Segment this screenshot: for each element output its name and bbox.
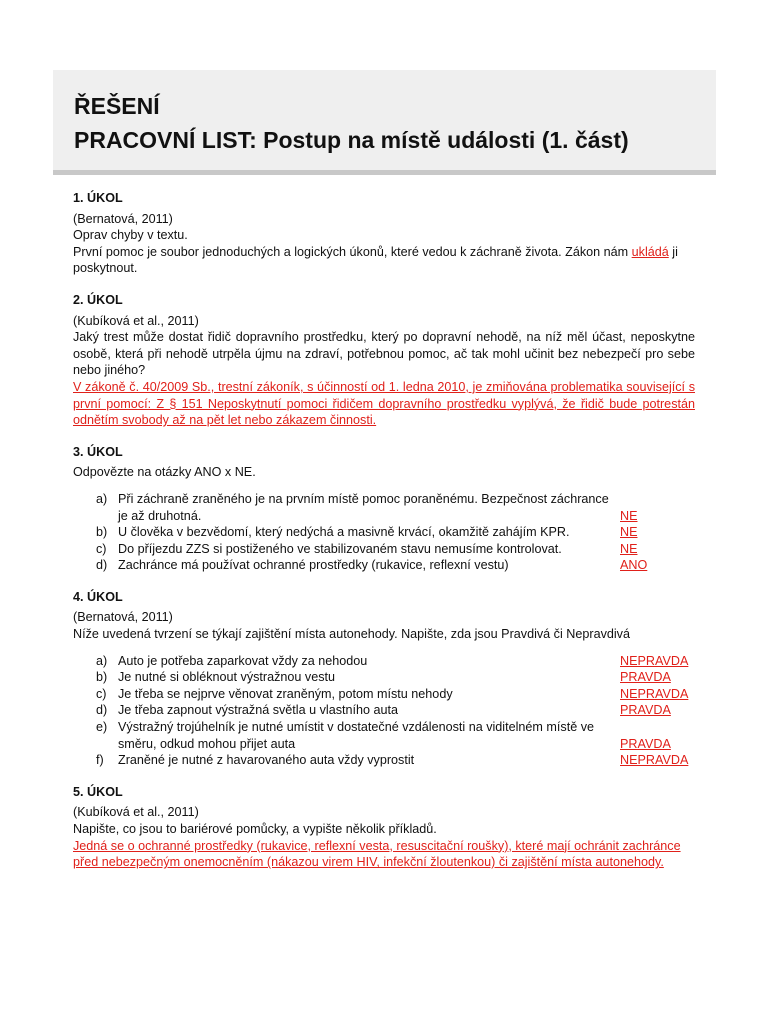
item-answer: NE	[620, 541, 638, 556]
list-item	[73, 557, 695, 574]
list-item	[73, 752, 695, 769]
task-1-citation: (Bernatová, 2011)	[73, 211, 173, 226]
item-text: Zraněné je nutné z havarovaného auta vždy vyprostit	[118, 753, 415, 768]
item-text: Je nutné si obléknout výstražnou vestu	[118, 670, 336, 685]
task-5-citation: (Kubíková et al., 2011)	[73, 805, 199, 820]
task-1-instruction: Oprav chyby v textu.	[73, 228, 188, 243]
task-1-text-after: ji poskytnout.	[73, 244, 678, 276]
task-2-citation: (Kubíková et al., 2011)	[73, 313, 199, 328]
task-4-list	[73, 653, 695, 769]
title-banner	[53, 70, 716, 175]
item-letter: c)	[96, 686, 107, 701]
task-5	[73, 784, 695, 871]
list-item	[73, 491, 695, 524]
item-letter: f)	[96, 753, 104, 768]
task-3-heading: 3. ÚKOL	[73, 444, 123, 459]
task-3-list	[73, 491, 695, 574]
item-answer: PRAVDA	[620, 703, 671, 718]
item-letter: d)	[96, 558, 108, 573]
list-item	[73, 702, 695, 719]
item-text: Je třeba se nejprve věnovat zraněným, potom místu nehody	[118, 686, 453, 701]
item-answer: NEPRAVDA	[620, 753, 689, 768]
item-letter: c)	[96, 541, 107, 556]
task-2-heading: 2. ÚKOL	[73, 292, 123, 307]
item-answer: NE	[620, 508, 638, 523]
list-item	[73, 653, 695, 670]
item-text: Výstražný trojúhelník je nutné umístit v dostatečné vzdálenosti na viditelném místě ve směru, odkud mohou přijet auta	[118, 720, 594, 751]
item-text: Do příjezdu ZZS si postiženého ve stabilizovaném stavu nemusíme kontrolovat.	[118, 541, 562, 556]
task-4-heading: 4. ÚKOL	[73, 589, 123, 604]
task-2-question: Jaký trest může dostat řidič dopravního prostředku, který po dopravní nehodě, na níž měl účast, neposkytne osobě, která při nehodě utrpěla újmu na zdraví, potřebnou pomoc, ač tak mohl učinit bez nebezpečí pro sebe nebo jiného?	[73, 330, 695, 378]
task-2-answer: V zákoně č. 40/2009 Sb., trestní zákoník, s účinností od 1. ledna 2010, je zmiňována problematika související s první pomocí: Z § 151 Neposkytnutí pomoci řidičem dopravního prostředku vyplývá, že řidič bude potrestán odnětím svobody až na pět let nebo zákazem činnosti.	[73, 379, 695, 428]
item-letter: a)	[96, 491, 108, 506]
item-letter: b)	[96, 670, 108, 685]
item-text: Je třeba zapnout výstražná světla u vlastního auta	[118, 703, 399, 718]
item-text: U člověka v bezvědomí, který nedýchá a masivně krvácí, okamžitě zahájím KPR.	[118, 525, 570, 540]
task-1-text-before: První pomoc je soubor jednoduchých a logických úkonů, které vedou k záchraně života. Zákon nám	[73, 244, 632, 259]
item-letter: b)	[96, 525, 108, 540]
item-letter: e)	[96, 720, 108, 735]
worksheet-content	[73, 190, 695, 886]
item-answer: PRAVDA	[620, 670, 671, 685]
list-item	[73, 669, 695, 686]
list-item	[73, 524, 695, 541]
task-3	[73, 444, 695, 574]
item-letter: d)	[96, 703, 108, 718]
task-2	[73, 292, 695, 429]
item-letter: a)	[96, 653, 108, 668]
list-item	[73, 686, 695, 703]
task-1-text	[73, 244, 695, 277]
task-4-citation: (Bernatová, 2011)	[73, 610, 173, 625]
task-5-instruction: Napište, co jsou to bariérové pomůcky, a vypište několik příkladů.	[73, 822, 437, 836]
task-1	[73, 190, 695, 277]
task-5-answer: Jedná se o ochranné prostředky (rukavice, reflexní vesta, resuscitační roušky), které mají ochránit zachránce před nebezpečným onemocněním (nákazou virem HIV, infekční žloutenkou) či zajištění místa autonehody.	[73, 838, 681, 870]
list-item	[73, 719, 695, 752]
task-5-heading: 5. ÚKOL	[73, 784, 123, 799]
item-answer: NE	[620, 525, 638, 540]
task-1-heading: 1. ÚKOL	[73, 191, 123, 205]
item-text: Auto je potřeba zaparkovat vždy za nehodou	[118, 653, 368, 668]
task-4-instruction: Níže uvedená tvrzení se týkají zajištění místa autonehody. Napište, zda jsou Pravdivá či Nepravdivá	[73, 627, 630, 642]
item-answer: ANO	[620, 558, 648, 573]
task-3-instruction: Odpovězte na otázky ANO x NE.	[73, 465, 256, 480]
item-answer: PRAVDA	[620, 736, 671, 751]
item-text: Při záchraně zraněného je na prvním místě pomoc poraněnému. Bezpečnost záchrance je až druhotná.	[118, 491, 609, 523]
page-title-solution: ŘEŠENÍ	[74, 93, 160, 119]
task-1-answer: ukládá	[631, 244, 669, 259]
task-4	[73, 589, 695, 769]
item-answer: NEPRAVDA	[620, 653, 689, 668]
item-answer: NEPRAVDA	[620, 686, 689, 701]
page-title-worksheet: PRACOVNÍ LIST: Postup na místě události (1. část)	[74, 127, 629, 153]
item-text: Zachránce má používat ochranné prostředky (rukavice, reflexní vestu)	[118, 558, 509, 573]
list-item	[73, 541, 695, 558]
